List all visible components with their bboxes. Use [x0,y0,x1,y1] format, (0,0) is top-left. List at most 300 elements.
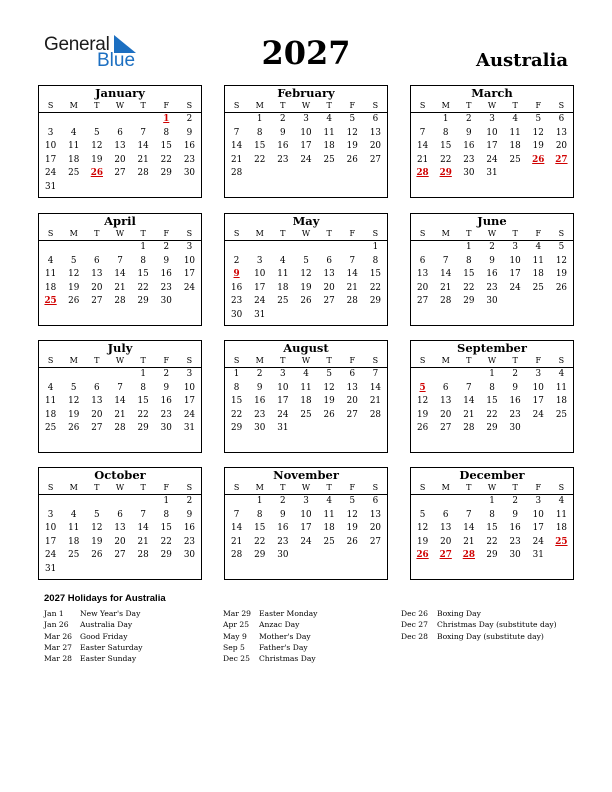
empty-day-cell [248,241,271,255]
holiday-day-cell: 5 [419,382,426,393]
day-cell: 16 [183,141,196,151]
day-cell: 10 [183,382,196,393]
week-row [225,368,387,382]
day-cell: 21 [137,536,149,547]
week-row [39,422,201,436]
day-cell: 7 [466,509,472,520]
day-cell: 3 [186,242,193,252]
day-cell: 26 [300,296,312,306]
holiday-date: May 9 [223,631,247,641]
weekday-label: F [349,483,356,492]
day-cell: 22 [486,536,498,547]
day-cell: 20 [91,409,103,420]
weekday-label: T [94,101,100,110]
weekday-label: T [326,229,332,238]
day-cell: 21 [463,409,475,420]
empty-day-cell [178,295,201,309]
day-cell: 2 [186,496,193,506]
day-cell: 7 [117,382,123,393]
day-cell: 18 [44,409,57,420]
day-cell: 9 [163,382,170,393]
day-cell: 18 [44,282,57,293]
day-cell: 23 [277,154,289,165]
day-cell: 16 [160,269,172,279]
empty-day-cell [132,181,155,195]
day-cell: 16 [277,141,289,151]
empty-day-cell [225,113,248,127]
holiday-entry [223,608,403,619]
weekday-label: M [69,101,78,110]
day-cell: 20 [369,523,382,533]
day-cell: 20 [440,409,452,420]
holiday-column [401,608,581,642]
day-cell: 15 [463,269,475,279]
empty-day-cell [85,368,108,382]
day-cell: 24 [254,296,266,306]
empty-day-cell [550,549,573,563]
day-cell: 25 [323,536,335,547]
week-row [39,509,201,523]
weekday-label: S [186,356,193,365]
day-cell: 21 [463,536,475,547]
day-cell: 2 [163,369,170,379]
month-july [38,340,202,453]
day-cell: 1 [466,242,472,252]
day-cell: 9 [256,382,263,393]
empty-day-cell [294,241,317,255]
month-name: November [273,468,339,482]
weekday-label: T [280,101,286,110]
day-cell: 25 [68,168,80,178]
holiday-column [44,608,224,664]
empty-day-cell [85,563,108,577]
holiday-day-cell: 27 [439,550,452,560]
day-cell: 8 [163,509,170,520]
day-cell: 19 [68,282,80,293]
day-cell: 27 [440,423,452,433]
week-row [225,255,387,269]
weekday-label: T [94,483,100,492]
day-cell: 3 [512,242,518,252]
weekday-label: S [47,229,54,238]
week-row [225,282,387,296]
day-cell: 25 [277,296,289,306]
week-row [225,241,387,255]
weekday-header [411,482,573,495]
day-cell: 6 [326,255,332,266]
empty-day-cell [434,495,457,509]
day-cell: 10 [254,269,266,279]
day-cell: 26 [346,154,358,165]
holiday-date: Mar 27 [44,642,73,652]
day-cell: 8 [372,255,379,266]
empty-day-cell [527,167,550,181]
day-cell: 11 [44,269,57,279]
weekday-label: S [233,356,240,365]
week-row [411,241,573,255]
weekday-label: S [372,483,379,492]
week-row [411,536,573,550]
week-row [225,295,387,309]
day-cell: 5 [70,382,77,393]
day-cell: 15 [440,141,452,151]
weekday-label: T [140,356,146,365]
day-cell: 24 [532,536,544,547]
empty-day-cell [318,309,341,323]
empty-day-cell [225,495,248,509]
holiday-name: Boxing Day [437,609,481,618]
day-cell: 16 [254,396,266,406]
empty-day-cell [341,241,364,255]
day-cell: 5 [535,114,542,124]
day-cell: 14 [230,523,243,533]
month-june [410,213,574,326]
day-cell: 30 [160,296,172,306]
empty-day-cell [341,549,364,563]
week-row [225,395,387,409]
day-cell: 14 [114,396,126,406]
holiday-name: Christmas Day (substitute day) [437,620,557,630]
empty-day-cell [108,368,131,382]
day-cell: 22 [137,282,149,293]
holiday-day-cell: 27 [555,154,568,165]
week-row [225,409,387,423]
week-row [39,368,201,382]
week-row [225,167,387,181]
weekday-label: S [419,229,426,238]
day-cell: 7 [466,382,472,393]
day-cell: 7 [233,127,240,138]
day-cell: 8 [489,509,495,520]
month-name: April [104,214,136,228]
holiday-entry [44,619,224,630]
day-cell: 4 [535,242,542,252]
weekday-label: T [466,229,472,238]
day-cell: 18 [555,523,568,533]
day-cell: 24 [486,154,498,165]
day-cell: 16 [230,282,243,293]
day-cell: 2 [466,114,472,124]
empty-day-cell [178,563,201,577]
day-cell: 30 [509,550,521,560]
weekday-label: T [94,356,100,365]
week-row [39,395,201,409]
day-cell: 10 [532,509,544,520]
day-cell: 30 [463,168,475,178]
week-row [225,140,387,154]
day-cell: 20 [91,282,103,293]
day-cell: 20 [416,282,429,293]
day-cell: 17 [183,269,196,279]
month-october [38,467,202,580]
empty-day-cell [85,241,108,255]
weekday-header [225,100,387,113]
week-row [225,127,387,141]
weekday-label: M [255,229,264,238]
day-cell: 19 [91,536,103,547]
week-row [225,113,387,127]
day-cell: 25 [532,282,544,293]
empty-day-cell [62,113,85,127]
day-cell: 17 [532,523,544,533]
weekday-label: W [115,356,125,365]
day-cell: 31 [254,309,266,320]
empty-day-cell [62,563,85,577]
holiday-day-cell: 28 [416,168,429,178]
day-cell: 28 [137,168,149,178]
day-cell: 24 [44,550,57,560]
week-row [39,113,201,127]
holiday-day-cell: 26 [532,154,545,165]
day-cell: 25 [555,409,568,420]
day-cell: 3 [280,369,286,379]
week-row [39,181,201,195]
empty-day-cell [341,422,364,436]
empty-day-cell [318,422,341,436]
holiday-date: Dec 27 [401,620,428,630]
empty-day-cell [108,113,131,127]
day-cell: 20 [114,536,126,547]
empty-day-cell [550,167,573,181]
weekday-label: S [233,101,240,110]
day-cell: 22 [463,282,475,293]
day-cell: 27 [416,296,429,306]
day-cell: 2 [256,369,263,379]
holiday-date: Mar 28 [44,654,73,664]
holiday-entry [223,631,403,642]
day-cell: 19 [416,536,429,547]
day-cell: 13 [440,523,452,533]
holiday-date: Sep 5 [223,642,245,652]
day-cell: 19 [300,282,312,293]
day-cell: 14 [346,269,358,279]
day-cell: 23 [254,409,266,420]
day-cell: 27 [346,409,358,420]
month-name: September [457,341,527,355]
weekday-label: T [280,483,286,492]
day-cell: 18 [323,141,335,151]
week-row [411,422,573,436]
day-cell: 21 [440,282,452,293]
empty-day-cell [132,113,155,127]
day-cell: 14 [137,141,149,151]
day-cell: 10 [44,523,57,533]
day-cell: 28 [369,409,382,420]
empty-day-cell [457,495,480,509]
week-row [411,127,573,141]
day-cell: 25 [44,423,57,433]
week-row [39,409,201,423]
holiday-name: Easter Monday [259,609,318,618]
week-row [411,549,573,563]
day-cell: 12 [68,396,80,406]
empty-day-cell [178,181,201,195]
day-cell: 31 [532,550,544,560]
day-cell: 13 [114,523,126,533]
day-cell: 16 [277,523,289,533]
weekday-label: M [441,483,450,492]
day-cell: 6 [442,509,449,520]
day-cell: 15 [369,269,382,279]
empty-day-cell [364,309,387,323]
empty-day-cell [39,495,62,509]
day-cell: 31 [44,563,57,574]
day-cell: 13 [416,269,429,279]
holiday-column [223,608,403,664]
day-cell: 19 [323,396,335,406]
empty-day-cell [318,167,341,181]
day-cell: 1 [442,114,449,124]
day-cell: 14 [463,523,475,533]
day-cell: 20 [114,154,126,165]
empty-day-cell [248,167,271,181]
day-cell: 1 [163,496,170,506]
week-row [39,295,201,309]
empty-day-cell [294,309,317,323]
day-cell: 30 [277,550,289,560]
day-cell: 16 [509,396,521,406]
day-cell: 23 [277,536,289,547]
day-cell: 14 [440,269,452,279]
day-cell: 12 [68,269,80,279]
day-cell: 14 [369,382,382,393]
day-cell: 17 [509,269,521,279]
holiday-name: Easter Sunday [80,654,137,664]
weekday-label: T [512,229,518,238]
empty-day-cell [225,241,248,255]
month-name: January [95,86,145,100]
week-row [39,167,201,181]
empty-day-cell [364,167,387,181]
logo-word-general: General [44,34,110,55]
day-cell: 15 [486,523,498,533]
day-cell: 10 [44,141,57,151]
day-cell: 22 [160,536,172,547]
day-cell: 2 [512,369,518,379]
weekday-header [411,228,573,241]
week-row [411,409,573,423]
day-cell: 22 [230,409,243,420]
day-cell: 13 [440,396,452,406]
day-cell: 19 [346,523,358,533]
day-cell: 29 [486,423,498,433]
week-row [39,522,201,536]
day-cell: 17 [486,141,498,151]
empty-day-cell [341,167,364,181]
weekday-label: M [69,483,78,492]
empty-day-cell [294,167,317,181]
weekday-label: S [419,483,426,492]
day-cell: 12 [532,127,544,138]
day-cell: 2 [280,496,286,506]
holiday-day-cell: 9 [233,269,240,279]
day-cell: 13 [346,382,358,393]
holiday-entry [401,608,581,619]
weekday-label: M [441,101,450,110]
day-cell: 14 [137,523,149,533]
empty-day-cell [364,422,387,436]
weekday-label: S [372,101,379,110]
weekday-label: W [115,101,125,110]
day-cell: 26 [416,423,429,433]
day-cell: 19 [91,154,103,165]
weekday-label: S [419,356,426,365]
holiday-day-cell: 1 [163,114,170,124]
weekday-label: S [186,101,193,110]
holiday-name: Christmas Day [259,654,316,664]
day-cell: 6 [372,114,379,124]
day-cell: 23 [183,154,196,165]
holiday-entry [44,642,224,653]
day-cell: 28 [114,423,126,433]
empty-day-cell [85,495,108,509]
day-cell: 29 [137,296,149,306]
week-row [411,282,573,296]
weekday-label: F [163,101,170,110]
day-cell: 15 [137,396,149,406]
day-cell: 9 [466,127,472,138]
day-cell: 22 [137,409,149,420]
weekday-label: T [140,101,146,110]
day-cell: 8 [163,127,170,138]
day-cell: 24 [300,536,312,547]
empty-day-cell [108,563,131,577]
day-cell: 18 [509,141,521,151]
week-row [411,295,573,309]
day-cell: 17 [183,396,196,406]
day-cell: 23 [183,536,196,547]
day-cell: 4 [558,369,565,379]
empty-day-cell [294,422,317,436]
day-cell: 6 [442,382,449,393]
day-cell: 3 [535,369,542,379]
holiday-entry [44,608,224,619]
day-cell: 17 [300,523,312,533]
empty-day-cell [39,241,62,255]
day-cell: 27 [114,550,126,560]
weekday-header [225,355,387,368]
day-cell: 20 [346,396,358,406]
weekday-label: T [512,101,518,110]
empty-day-cell [504,167,527,181]
week-row [39,495,201,509]
day-cell: 9 [280,127,286,138]
day-cell: 13 [91,396,103,406]
day-cell: 23 [160,282,172,293]
day-cell: 5 [349,496,356,506]
day-cell: 8 [256,509,263,520]
day-cell: 31 [486,168,498,178]
weekday-label: M [69,356,78,365]
holiday-name: Australia Day [80,620,133,630]
day-cell: 1 [140,369,146,379]
day-cell: 19 [346,141,358,151]
day-cell: 5 [303,255,309,266]
day-cell: 11 [68,523,80,533]
day-cell: 26 [555,282,568,293]
day-cell: 24 [300,154,312,165]
holiday-name: New Year's Day [80,609,141,618]
empty-day-cell [434,241,457,255]
day-cell: 22 [254,536,266,547]
day-cell: 12 [416,523,429,533]
day-cell: 11 [555,382,568,393]
day-cell: 22 [369,282,382,293]
weekday-label: S [186,229,193,238]
day-cell: 18 [277,282,289,293]
day-cell: 10 [300,127,312,138]
weekday-label: W [487,101,497,110]
